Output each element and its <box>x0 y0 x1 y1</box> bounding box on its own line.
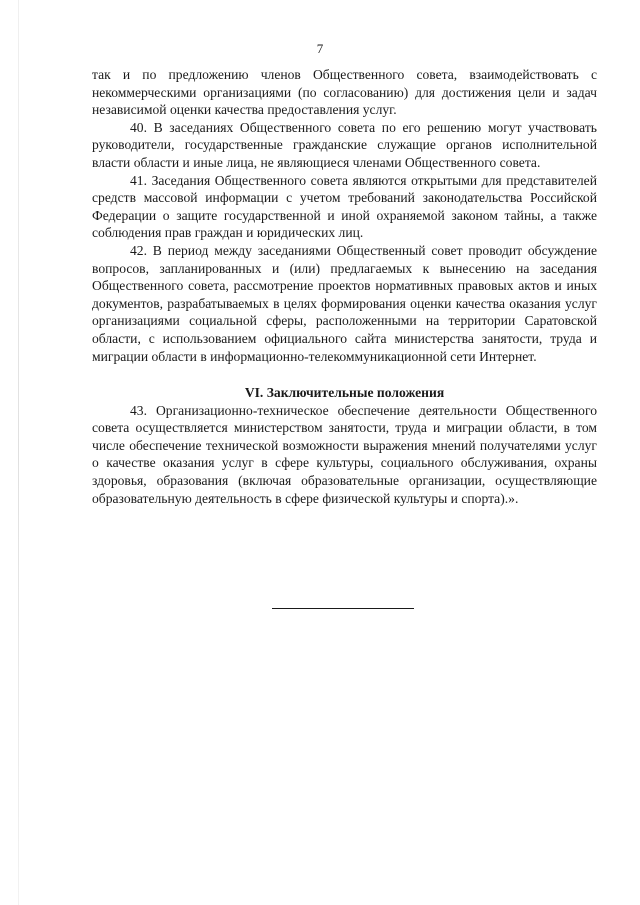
end-rule <box>272 608 414 609</box>
paragraph-43: 43. Организационно-техническое обеспечение деятельности Общественного совета осуществляется министерством занятости, труда и миграции области, в том числе обеспечение технической возможности выражения мнений получателями услуг о качестве оказания услуг в сфере культуры, социального обслуживания, охраны здоровья, образования (включая образовательные организации, осуществляющие образовательную деятельность в сфере физической культуры и спорта).». <box>92 402 597 506</box>
paragraph-41: 41. Заседания Общественного совета являются открытыми для представителей средств массовой информации с учетом требований законодательства Российской Федерации о защите государственной и иной охраняемой законом тайны, а также соблюдения прав граждан и юридических лиц. <box>92 172 597 241</box>
section-title: VI. Заключительные положения <box>244 385 445 401</box>
paragraph-40: 40. В заседаниях Общественного совета по его решению могут участвовать руководители, государственные гражданские служащие органов исполнительной власти области и иные лица, не являющиеся членами Общественного совета. <box>92 119 597 170</box>
scan-edge <box>18 0 19 905</box>
page-number: 7 <box>316 41 324 56</box>
paragraph-continuation: так и по предложению членов Общественного совета, взаимодействовать с некоммерческими организациями (по согласованию) для достижения цели и задач независимой оценки качества предоставления услуг. <box>92 67 597 118</box>
paragraph-42: 42. В период между заседаниями Общественный совет проводит обсуждение вопросов, запланированных и (или) предлагаемых к вынесению на заседания Общественного совета, рассмотрение проектов нормативных правовых актов и иных документов, разрабатываемых в целях формирования оценки качества оказания услуг организациями социальной сферы, расположенными на территории Саратовской области, с использованием официального сайта министерства занятости, труда и миграции области в информационно-телекоммуникационной сети Интернет. <box>92 242 597 364</box>
document-body <box>92 66 597 507</box>
